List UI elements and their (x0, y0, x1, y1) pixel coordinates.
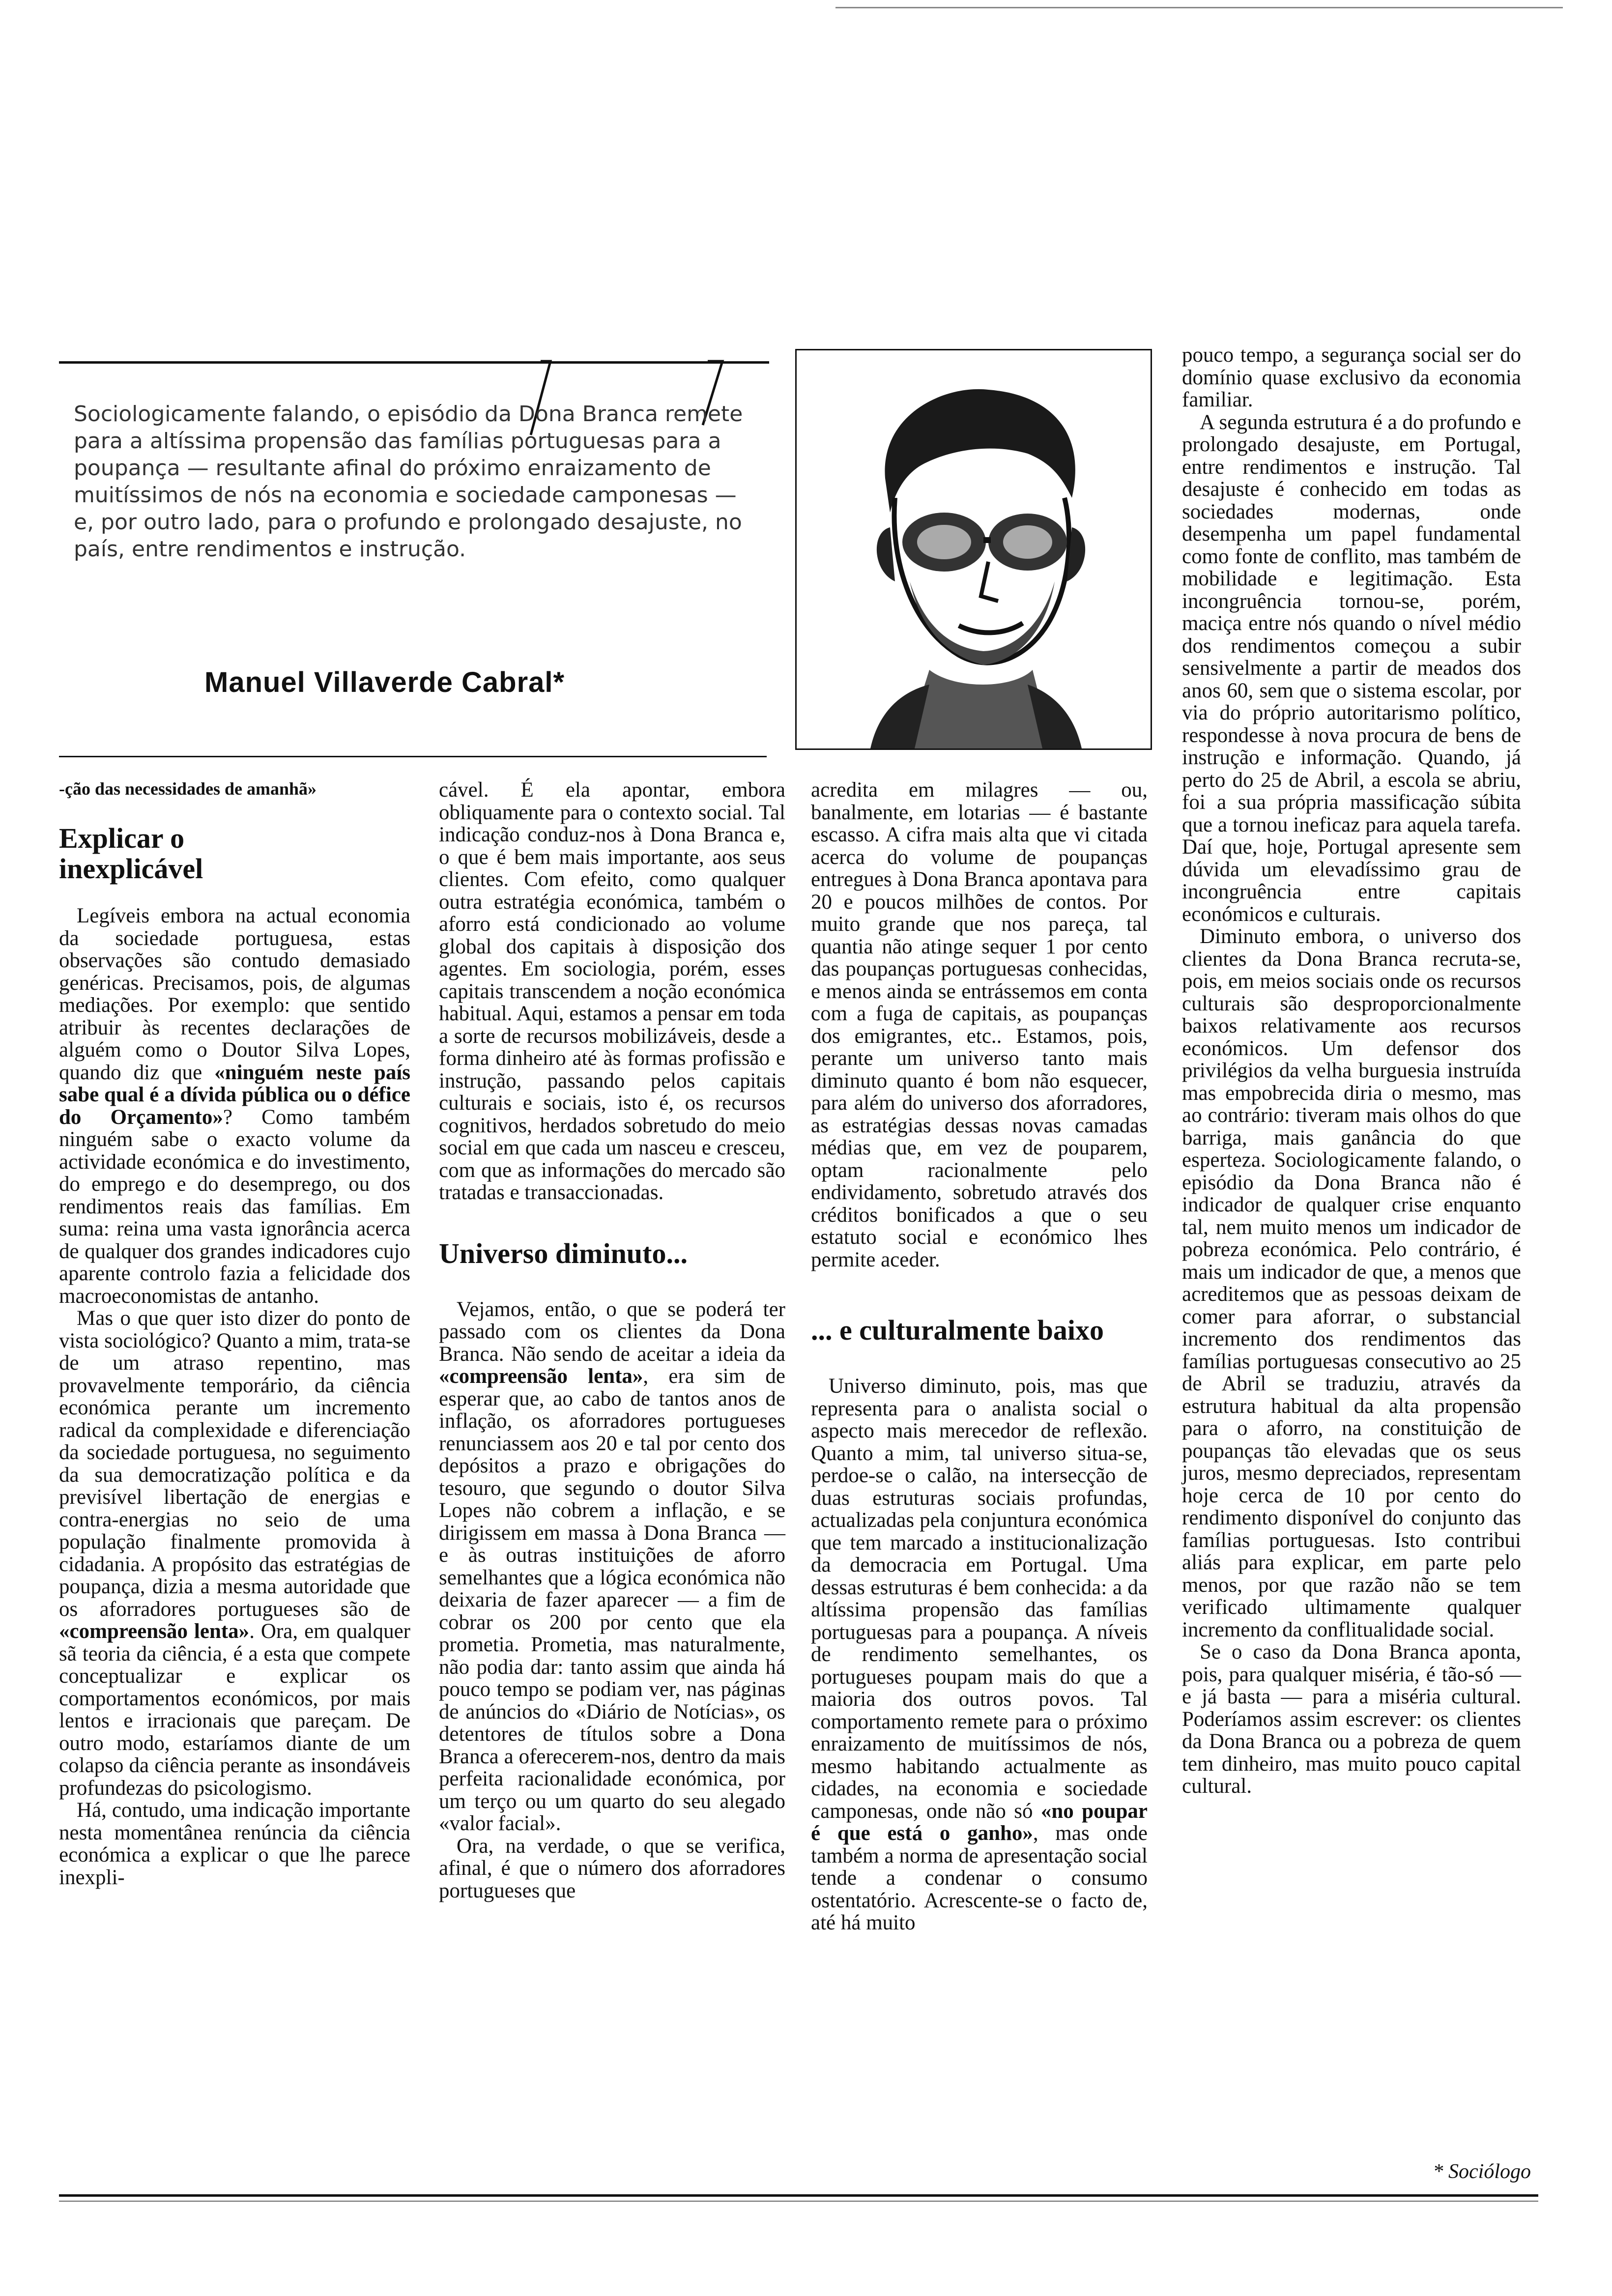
col3-paragraph-1: acredita em milagres — ou, banalmente, em lotarias — é bastante escasso. A cifra mais alta que vi citada acerca do volume de poupanças entregues à Dona Branca apontava para 20 e poucos milhões de contos. Por muito grande que nos pareça, tal quantia não atinge sequer 1 por cento das poupanças portuguesas conhecidas, e menos ainda se entrássemos em conta com a fuga de capitais, as poupanças dos emigrantes, etc.. Estamos, pois, perante um universo tanto mais diminuto quanto é bom não esquecer, para além do universo dos aforradores, as estratégias dessas novas camadas médias que, em vez de pouparem, optam racionalmente pelo endividamento, sobretudo através dos créditos bonificados a que o seu estatuto social e económico lhes permite aceder. (811, 778, 1148, 1271)
column-3 (811, 779, 1148, 1934)
col3-p2-text-c: , mas onde também a norma de apresentação social tende a condenar o consumo ostentatório. Acrescente-se o facto de, até há muito (811, 1822, 1148, 1934)
col1-p1-quote: «ninguém neste país sabe qual é a dívida pública ou o défice do Orçamento» (59, 1061, 410, 1129)
col4-paragraph-1: pouco tempo, a segurança social ser do domínio quase exclusivo da economia familiar. (1182, 344, 1521, 411)
heading-explicar: Explicar o inexplicável (59, 822, 203, 885)
section-separator-rule (59, 756, 767, 757)
col2-paragraph-1: cável. É ela apontar, embora obliquamente para o contexto social. Tal indicação conduz-nos à Dona Branca e, o que é bem mais importante, aos seus clientes. Com efeito, como qualquer outra estratégia económica, também o aforro está condicionado ao volume global dos capitais à disposição dos agentes. Em sociologia, porém, esses capitais transcendem a noção económica habitual. Aqui, estamos a pensar em toda a sorte de recursos mobilizáveis, desde a forma dinheiro até às formas profissão e instrução, passando pelos capitais culturais e sociais, isto é, os recursos cognitivos, herdados sobretudo do meio social em que cada um nasceu e cresceu, com que as informações do mercado são tratadas e transaccionadas. (439, 778, 785, 1204)
continued-fragment: -ção das necessidades de amanhã» (59, 779, 317, 799)
bottom-rule (59, 2194, 1538, 2197)
top-margin-mark (835, 7, 1563, 8)
col1-p2-text-c: . Ora, em qualquer sã teoria da ciência, é a esta que compete conceptualizar e explicar os comportamentos económicos, por mais lentos e irracionais que pareçam. De outro modo, estaríamos diante de um colapso da ciência perante as insondáveis profundezas do psicologismo. (59, 1620, 410, 1800)
col2-paragraph-2 (439, 1298, 785, 1835)
col2-paragraph-3: Ora, na verdade, o que se verifica, afinal, é que o número dos aforradores portugueses que (439, 1834, 785, 1902)
col4-paragraph-3: Diminuto embora, o universo dos clientes da Dona Branca recruta-se, pois, em meios sociais onde os recursos culturais são desproporcionalmente baixos relativamente aos recursos económicos. Um defensor dos privilégios da velha burguesia instruída mas empobrecida diria o mesmo, mas ao contrário: tiveram mais olhos do que barriga, mais ganância do que esperteza. Sociologicamente falando, o episódio da Dona Branca não é indicador de qualquer crise enquanto tal, nem muito menos um indicador de pobreza económica. Pelo contrário, é mais um indicador de que, a menos que acreditemos que as pessoas deixam de comer para aforrar, o substancial incremento dos rendimentos das famílias portuguesas consecutivo ao 25 de Abril se traduziu, através da estrutura habitual da alta propensão para o aforro, na constituição de poupanças tão elevadas que os seus juros, mesmo depreciados, representam hoje cerca de 10 por cento do rendimento disponível do conjunto das famílias portuguesas. Isto contribui aliás para explicar, em parte pelo menos, por que razão não se tem verificado ultimamente qualquer incremento da conflitualidade social. (1182, 925, 1521, 1641)
author-photo (795, 349, 1152, 750)
col4-paragraph-2: A segunda estrutura é a do profundo e prolongado desajuste, em Portugal, entre rendimentos e instrução. Tal desajuste é conhecido em todas as sociedades modernas, onde desempenha um papel fundamental como fonte de conflito, mas também de mobilidade e legitimação. Esta incongruência tornou-se, porém, maciça entre nós quando o nível médio dos rendimentos começou a subir sensivelmente a partir de meados dos anos 60, sem que o sistema escolar, por via do próprio autoritarismo político, respondesse à nova procura de bens de instrução e informação. Quando, já perto do 25 de Abril, a escola se abriu, foi a sua própria massificação súbita que a tornou ineficaz para aquela tarefa. Daí que, hoje, Portugal apresente sem dúvida um elevadíssimo grau de incongruência entre capitais económicos e culturais. (1182, 410, 1521, 926)
col1-paragraph-1 (59, 905, 410, 1307)
column-1 (59, 779, 410, 1889)
bottom-rule-thin (59, 2201, 1538, 2202)
heading-culturalmente: ... e culturalmente baixo (811, 1314, 1104, 1346)
column-4 (1182, 344, 1521, 1798)
col2-p2-quote: «compreensão lenta» (439, 1365, 643, 1388)
author-footnote: * Sociólogo (1433, 2160, 1531, 2183)
col3-paragraph-2 (811, 1375, 1148, 1934)
lead-paragraph: Sociologicamente falando, o episódio da Dona Branca remete para a altíssima propensão das famílias portuguesas para a poupança — resultante afinal do próximo enraizamento de muitíssimos de nós na economia e sociedade camponesas — e, por outro lado, para o profundo e prolongado desajuste, no país, entre rendimentos e instrução. (74, 402, 743, 562)
heading-universo: Universo diminuto... (439, 1237, 688, 1269)
author-portrait-icon (797, 350, 1151, 748)
col3-p2-quote: «no poupar é que está o ganho» (811, 1799, 1148, 1845)
col3-p2-text-a: Universo diminuto, pois, mas que representa para o analista social o aspecto mais merecedor de reflexão. Quanto a mim, tal universo situa-se, perdoe-se o calão, na intersecção de duas estruturas sociais profundas, actualizadas pela conjuntura económica que tem marcado a institucionalização da democracia em Portugal. Uma dessas estruturas é bem conhecida: a da altíssima propensão das famílias portuguesas para a poupança. A níveis de rendimento semelhantes, os portugueses poupam mais do que a maioria dos outros povos. Tal comportamento remete para o próximo enraizamento de muitíssimos de nós, mesmo habitando actualmente as cidades, na economia e sociedade camponesas, onde não só (811, 1375, 1148, 1823)
col1-paragraph-2 (59, 1307, 410, 1799)
column-2 (439, 779, 785, 1902)
col1-p2-text-a: Mas o que quer isto dizer do ponto de vista sociológico? Quanto a mim, trata-se de um atraso repentino, mas provavelmente temporário, da ciência económica perante um incremento radical da complexidade e diferenciação da sociedade portuguesa, no seguimento da sua democratização política e da previsível libertação de energias e contra-energias no seio de uma população finalmente promovida à cidadania. A propósito das estratégias de poupança, dizia a mesma autoridade que os aforradores portugueses são de (59, 1307, 410, 1621)
byline: Manuel Villaverde Cabral* (204, 666, 565, 698)
col4-paragraph-4: Se o caso da Dona Branca aponta, pois, para qualquer miséria, é tão-só — e já basta — para a miséria cultural. Poderíamos assim escrever: os clientes da Dona Branca ou a pobreza de quem tem dinheiro, mas muito pouco capital cultural. (1182, 1640, 1521, 1798)
col1-p1-text-a: Legíveis embora na actual economia da sociedade portuguesa, estas observações são contudo demasiado genéricas. Precisamos, pois, de algumas mediações. Por exemplo: que sentido atribuir às recentes declarações de alguém como o Doutor Silva Lopes, quando diz que (59, 904, 410, 1084)
col1-paragraph-3: Há, contudo, uma indicação importante nesta momentânea renúncia da ciência económica a explicar o que lhe parece inexpli- (59, 1799, 410, 1889)
col2-p2-text-c: , era sim de esperar que, ao cabo de tantos anos de inflação, os aforradores portugueses renunciassem aos 20 e tal por cento dos depósitos a prazo e obrigações do tesouro, que segundo o doutor Silva Lopes não cobrem a inflação, e se dirigissem em massa à Dona Branca — e às outras instituições de aforro semelhantes que a lógica económica não deixaria de fazer aparecer — a fim de cobrar os 200 por cento que ela prometia. Prometia, mas naturalmente, não podia dar: tanto assim que ainda há pouco tempo se podiam ver, nas páginas de anúncios do «Diário de Notícias», os detentores de títulos sobre a Dona Branca a oferecerem-nos, dentro da mais perfeita racionalidade económica, por um terço ou um quarto do seu alegado «valor facial». (439, 1365, 785, 1835)
col1-p1-text-c: ? Como também ninguém sabe o exacto volume da actividade económica e do investimento, do emprego e do desemprego, ou dos rendimentos reais das famílias. Em suma: reina uma vasta ignorância acerca de qualquer dos grandes indicadores cujo aparente controlo fazia a felicidade dos macroeconomistas de antanho. (59, 1105, 410, 1308)
col2-p2-text-a: Vejamos, então, o que se poderá ter passado com os clientes da Dona Branca. Não sendo de aceitar a ideia da (439, 1297, 785, 1366)
col1-p2-quote: «compreensão lenta» (59, 1620, 250, 1643)
